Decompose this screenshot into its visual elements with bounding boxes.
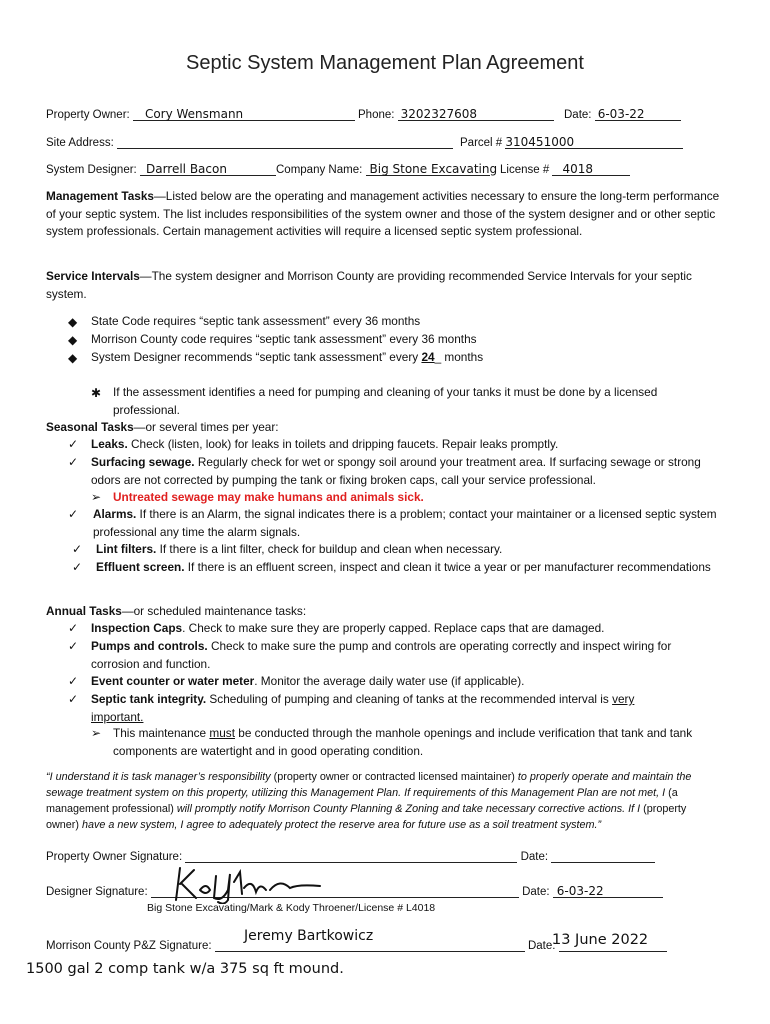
site-label: Site Address: [46,137,114,149]
management-heading: Management Tasks [46,189,154,203]
license-row [500,162,630,176]
designer-signature-date-label: Date: [522,886,550,898]
check-icon: ✓ [68,621,79,635]
management-paragraph [46,188,726,241]
service-bullet-2: Morrison County code requires “septic tank assessment” every 36 months [91,332,477,346]
designer-signature-row [46,884,663,898]
service-note: If the assessment identifies a need for pumping and cleaning of your tanks it must be done by a licensed professional. [113,385,658,417]
bullet3-post: _ months [434,350,484,364]
owner-signature-label: Property Owner Signature: [46,851,183,863]
parcel-value: 310451000 [505,135,575,149]
seasonal-paragraph [46,419,726,437]
seasonal-item-1: Leaks. Check (listen, look) for leaks in toilets and dripping faucets. Repair leaks promptly. [91,437,559,451]
designer-subtext: Big Stone Excavating/Mark & Kody Throener/License # L4018 [147,902,436,914]
company-row [276,162,498,176]
seasonal-item-2: Surfacing sewage. Regularly check for wet or spongy soil around your treatment area. If surfacing sewage or strong odors are not corrected by pumping the tank or fixing broken caps, call your service professional. [91,455,701,487]
arrow-bullet-icon: ➢ [91,490,102,504]
designer-signature-date: 6-03-22 [556,884,604,898]
footer-note: 1500 gal 2 comp tank w/a 375 sq ft mound. [26,961,344,977]
check-icon: ✓ [68,692,79,706]
annual-item-2: Pumps and controls. Check to make sure the pump and controls are operating correctly and inspect wiring for corrosion and function. [91,639,672,671]
check-icon: ✓ [68,639,79,653]
annual-paragraph [46,603,726,621]
owner-signature-date-label: Date: [520,851,549,863]
check-icon: ✓ [72,542,83,556]
annual-text: —or scheduled maintenance tasks: [121,604,307,618]
bullet3-pre: System Designer recommends “septic tank assessment” every [91,350,422,364]
owner-signature-line[interactable] [185,849,517,863]
diamond-bullet-icon: ◆ [68,315,78,329]
check-icon: ✓ [68,437,79,451]
county-signature-label: Morrison County P&Z Signature: [46,940,212,952]
check-icon: ✓ [68,455,79,469]
parcel-label: Parcel # [460,137,503,149]
seasonal-heading: Seasonal Tasks [46,420,134,434]
seasonal-item-4: Lint filters. If there is a lint filter, check for buildup and clean when necessary. [96,542,503,556]
document-title: Septic System Management Plan Agreement [186,52,584,74]
county-signature-date: 13 June 2022 [552,932,649,948]
very-important: very important. [91,692,635,724]
phone-row [358,107,554,121]
annual-item-4: Septic tank integrity. Scheduling of pumping and cleaning of tanks at the recommended interval is very important. [91,692,635,724]
owner-signature-row [46,849,655,863]
license-value: 4018 [562,162,593,176]
company-label: Company Name: [276,164,363,176]
annual-item-3: Event counter or water meter. Monitor the average daily water use (if applicable). [91,674,525,688]
seasonal-item-3: Alarms. If there is an Alarm, the signal indicates there is a problem; contact your maintainer or a licensed septic system professional any time the alarm signals. [93,507,717,539]
annual-subitem: This maintenance must be conducted through the manhole openings and include verification that tank and tank components are watertight and in good operating condition. [113,726,693,758]
check-icon: ✓ [68,674,79,688]
designer-value: Darrell Bacon [145,162,227,176]
county-signature-name: Jeremy Bartkowicz [244,928,374,944]
designer-row [46,162,276,176]
annual-heading: Annual Tasks [46,604,122,618]
flower-bullet-icon: ✱ [91,386,102,400]
designer-label: System Designer: [46,164,137,176]
date-value: 6-03-22 [597,107,645,121]
owner-label: Property Owner: [46,109,130,121]
service-text: —The system designer and Morrison County are providing recommended Service Intervals for your septic system. [46,269,692,301]
phone-label: Phone: [358,109,395,121]
service-paragraph [46,268,726,303]
management-text: —Listed below are the operating and management activities necessary to ensure the long-term performance of your septic system. The list includes responsibilities of the system owner and those of the system designer and or other septic system professionals. Certain management activities will require a licensed septic system professional. [46,189,720,238]
service-bullet-1: State Code requires “septic tank assessment” every 36 months [91,314,421,328]
service-bullet-3 [91,349,483,367]
date-label: Date: [564,109,592,121]
owner-signature-date-line[interactable] [551,849,655,863]
diamond-bullet-icon: ◆ [68,333,78,347]
interval-value: 24 [421,350,435,364]
diamond-bullet-icon: ◆ [68,351,78,365]
county-signature-date-label: Date: [527,940,556,952]
designer-handwritten-signature [170,862,330,904]
service-heading: Service Intervals [46,269,140,283]
date-row [564,107,681,121]
company-value: Big Stone Excavating [369,162,498,176]
site-row [46,135,453,149]
check-icon: ✓ [68,507,79,521]
parcel-row [460,135,683,149]
arrow-bullet-icon: ➢ [91,726,102,740]
seasonal-text: —or several times per year: [133,420,279,434]
owner-row [46,107,355,121]
sewage-warning: Untreated sewage may make humans and animals sick. [113,490,424,504]
phone-value: 3202327608 [400,107,478,121]
license-label: License # [500,164,550,176]
responsibility-statement: “I understand it is task manager’s responsibility (property owner or contracted licensed maintainer) to properly operate and maintain the sewage treatment system on this property, utilizing this Management Plan. If requirements of this Management Plan are not met, I (a management professional) will promptly notify Morrison County Planning & Zoning and take necessary corrective actions. If I (property owner) have a new system, I agree to adequately protect the reserve area for future use as a soil treatment system.” [46,771,692,831]
check-icon: ✓ [72,560,83,574]
designer-signature-label: Designer Signature: [46,886,148,898]
owner-value: Cory Wensmann [144,107,244,121]
seasonal-item-5: Effluent screen. If there is an effluent screen, inspect and clean it twice a year or per manufacturer recommendations [96,560,711,574]
annual-item-1: Inspection Caps. Check to make sure they are properly capped. Replace caps that are damaged. [91,621,605,635]
